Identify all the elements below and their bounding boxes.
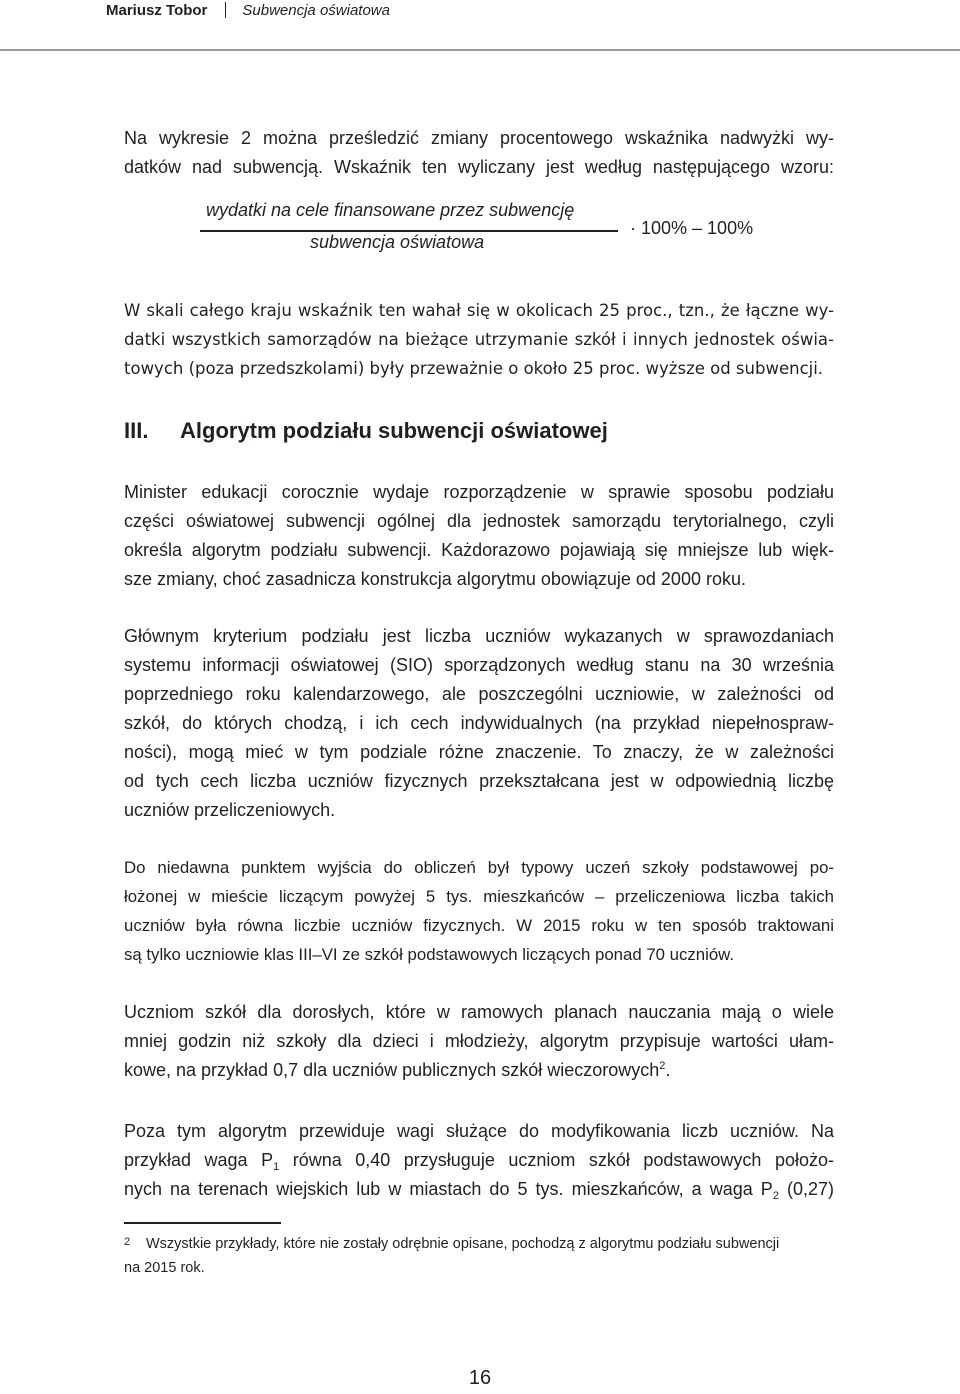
text-line: sze zmiany, choć zasadnicza konstrukcja algorytmu obowiązuje od 2000 roku. (124, 569, 746, 589)
page-number: 16 (468, 1367, 492, 1389)
footnote-reference: 2 (659, 1060, 666, 1072)
header-separator (225, 2, 226, 18)
text-line: Na wykresie 2 można prześledzić zmiany procentowego wskaźnika nadwyżki wy- (124, 128, 834, 148)
header-author: Mariusz Tobor (106, 2, 208, 19)
intro-paragraph (124, 124, 834, 182)
formula (200, 196, 770, 266)
text-line: Głównym kryterium podziału jest liczba uczniów wykazanych w sprawozdaniach (124, 626, 834, 646)
text-line: poprzedniego roku kalendarzowego, ale poszczególni uczniowie, w zależności od (124, 684, 834, 704)
footnote (124, 1230, 834, 1280)
text-line (124, 1146, 834, 1175)
text-fragment: (0,27) (778, 1179, 834, 1199)
footnote-line: na 2015 rok. (124, 1260, 205, 1276)
text-line: części oświatowej subwencji ogólnej dla jednostek samorządu terytorialnego, czyli (124, 511, 834, 531)
running-header (106, 0, 390, 22)
text-line: szkół, do których chodzą, i ich cech indywidualnych (na przykład niepełnospraw- (124, 713, 834, 733)
text-fragment: . (665, 1060, 671, 1080)
subscript: 2 (772, 1190, 779, 1202)
scale-paragraph (124, 296, 834, 383)
text-line: uczniów była równa liczbie uczniów fizycznych. W 2015 roku w ten sposób traktowani (124, 916, 834, 935)
adults-paragraph (124, 998, 834, 1085)
text-line: datków nad subwencją. Wskaźnik ten wyliczany jest według następującego wzoru: (124, 157, 834, 177)
minister-paragraph (124, 478, 834, 594)
footnote-mark: 2 (124, 1236, 131, 1248)
text-line: systemu informacji oświatowej (SIO) sporządzonych według stanu na 30 września (124, 655, 834, 675)
criterion-paragraph (124, 622, 834, 825)
formula-numerator: wydatki na cele finansowane przez subwencję (206, 200, 575, 220)
section-heading (124, 416, 608, 446)
text-line: uczniów przeliczeniowych. (124, 800, 336, 820)
text-fragment: przykład waga P (124, 1150, 274, 1170)
text-line: towych (poza przedszkolami) były przeważnie o około 25 proc. wyższe od subwencji. (124, 359, 824, 378)
text-line: Uczniom szkół dla dorosłych, które w ramowych planach nauczania mają o wiele (124, 1002, 834, 1022)
text-line: Do niedawna punktem wyjścia do obliczeń był typowy uczeń szkoły podstawowej po- (124, 858, 834, 877)
subscript: 1 (273, 1161, 280, 1173)
text-line: mniej godzin niż szkoły dla dzieci i młodzieży, algorytm przypisuje wartości ułam- (124, 1031, 834, 1051)
formula-denominator: subwencja oświatowa (310, 232, 485, 252)
text-line: Poza tym algorytm przewiduje wagi służące do modyfikowania liczb uczniów. Na (124, 1121, 834, 1141)
formula-rhs: · 100% – 100% (630, 218, 754, 238)
text-line: określa algorytm podziału subwencji. Każdorazowo pojawiają się mniejsze lub więk- (124, 540, 834, 560)
header-rule (0, 49, 960, 51)
header-title: Subwencja oświatowa (242, 2, 390, 19)
text-fragment: kowe, na przykład 0,7 dla uczniów publicznych szkół wieczorowych (124, 1060, 660, 1080)
text-line: datki wszystkich samorządów na bieżące utrzymanie szkół i innych jednostek oświa- (124, 330, 834, 349)
section-number: III. (124, 418, 149, 443)
footnote-text: Wszystkie przykłady, które nie zostały odrębnie opisane, pochodzą z algorytmu podziału subwencji (146, 1236, 780, 1252)
footnote-line (124, 1230, 834, 1256)
text-line (124, 1175, 834, 1204)
text-line: są tylko uczniowie klas III–VI ze szkół podstawowych liczących ponad 70 uczniów. (124, 945, 735, 964)
text-line (124, 1056, 834, 1085)
text-line: Minister edukacji corocznie wydaje rozporządzenie w sprawie sposobu podziału (124, 482, 834, 502)
text-line: łożonej w mieście liczącym powyżej 5 tys. mieszkańców – przeliczeniowa liczba takich (124, 887, 834, 906)
footnote-rule (124, 1222, 281, 1224)
text-line: od tych cech liczba uczniów fizycznych przekształcana jest w odpowiednią liczbę (124, 771, 834, 791)
text-fragment: nych na terenach wiejskich lub w miastach do 5 tys. mieszkańców, a waga P (124, 1179, 773, 1199)
text-fragment: równa 0,40 przysługuje uczniom szkół podstawowych położo- (279, 1150, 834, 1170)
until-paragraph (124, 853, 834, 969)
weights-paragraph (124, 1117, 834, 1204)
text-line: ności), mogą mieć w tym podziale różne znaczenie. To znaczy, że w zależności (124, 742, 834, 762)
text-line: W skali całego kraju wskaźnik ten wahał się w okolicach 25 proc., tzn., że łączne wy- (124, 301, 834, 320)
section-title: Algorytm podziału subwencji oświatowej (180, 418, 608, 443)
